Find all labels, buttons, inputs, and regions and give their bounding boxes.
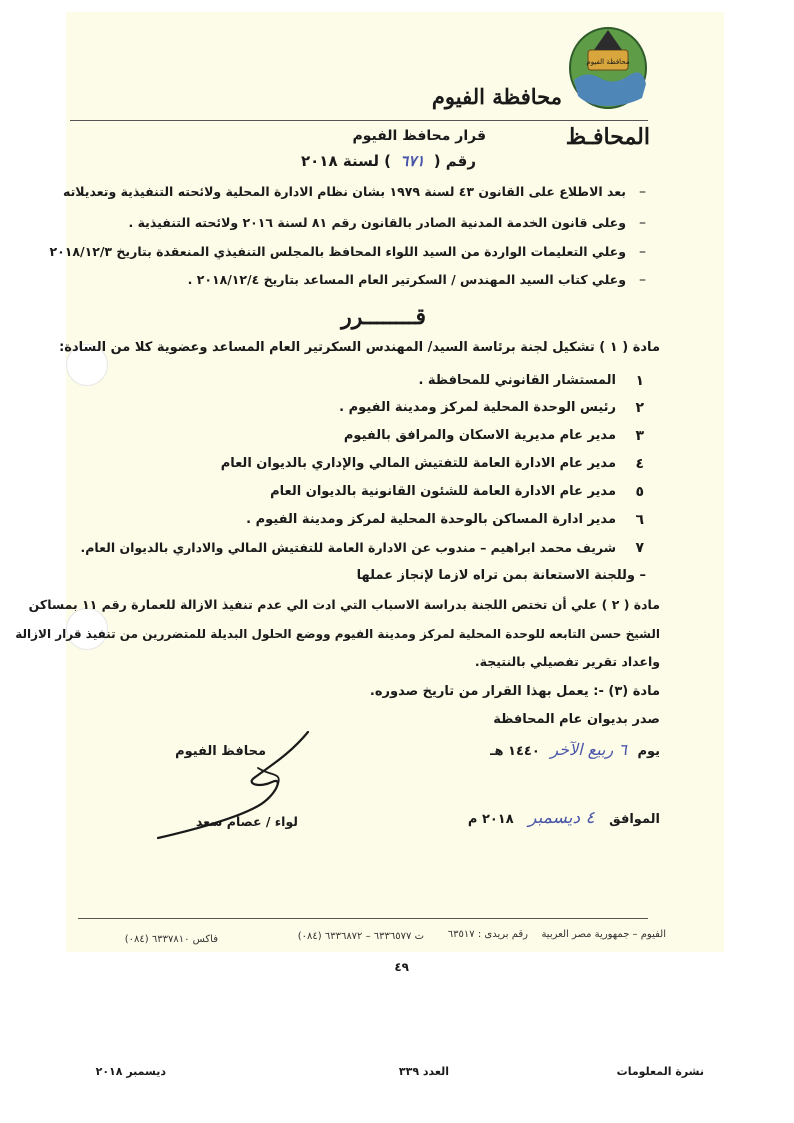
- governorate-name: محافظة الفيوم: [431, 84, 562, 109]
- preamble-line: وعلي التعليمات الواردة من السيد اللواء المحافظ بالمجلس التنفيذي المنعقدة بتاريخ ٢٠١٨/١٢/٣: [49, 244, 626, 259]
- article-2-line: واعداد تقرير تفصيلي بالنتيجة.: [474, 654, 660, 669]
- article-2-line: الشيخ حسن التابعه للوحدة المحلية لمركز ومدينة الفيوم ووضع الحلول البديلة للمتضررين من تنفيذ قرار الازالة: [15, 627, 660, 641]
- member-number: ١: [635, 373, 644, 389]
- preamble-line: بعد الاطلاع على القانون ٤٣ لسنة ١٩٧٩ بشان نظام الادارة المحلية ولائحته التنفيذية وتعديلاته: [63, 184, 626, 199]
- member-item: مدير عام الادارة العامة للتفتيش المالي والإداري بالديوان العام: [220, 456, 616, 471]
- assist-line: – وللجنة الاستعانة بمن تراه لازما لإنجاز عملها: [356, 568, 646, 583]
- footer-fax: فاكس ٦٣٣٧٨١٠ (٠٨٤): [124, 934, 218, 945]
- member-number: ٢: [635, 400, 644, 416]
- footer-divider: [78, 918, 648, 919]
- member-item: مدير عام الادارة العامة للشئون القانونية بالديوان العام: [270, 484, 616, 499]
- hijri-handwritten: ٦ ربيع الآخر: [550, 740, 627, 759]
- member-item: المستشار القانوني للمحافظة .: [418, 373, 616, 388]
- member-number: ٣: [635, 428, 644, 444]
- bulletin-issue: العدد ٣٣٩: [398, 1065, 449, 1078]
- governor-label: المحافـظ: [565, 124, 650, 150]
- hijri-date: [490, 740, 660, 759]
- governor-name: لواء / عصام سعد: [195, 814, 298, 829]
- member-item: مدير عام مديرية الاسكان والمرافق بالفيوم: [343, 428, 616, 443]
- bullet-dash: –: [639, 272, 646, 288]
- governor-title: محافظ الفيوم: [175, 744, 266, 759]
- bulletin-name: نشرة المعلومات: [616, 1065, 704, 1078]
- decision-number-suffix: ) لسنة ٢٠١٨: [301, 152, 392, 170]
- page-number: ٤٩: [394, 960, 409, 974]
- member-item: رئيس الوحدة المحلية لمركز ومدينة الفيوم .: [339, 400, 616, 415]
- gregorian-date: [468, 808, 660, 828]
- bullet-dash: –: [639, 184, 646, 200]
- bulletin-date: ديسمبر ٢٠١٨: [95, 1065, 166, 1078]
- decided-heading: قــــــــرر: [341, 304, 426, 330]
- signature: [150, 726, 320, 844]
- emblem-text: محافظة الفيوم: [586, 58, 630, 66]
- member-item: شريف محمد ابراهيم – مندوب عن الادارة العامة للتفتيش المالي والاداري بالديوان العام.: [80, 540, 616, 555]
- article-2-line: مادة ( ٢ ) علي أن تختص اللجنة بدراسة الاسباب التي ادت الي عدم تنفيذ الازالة للعمارة رقم ١١ بمساكن: [28, 597, 660, 612]
- decision-number-prefix: رقم (: [433, 152, 476, 170]
- decision-number-handwritten: ٦٧١: [400, 152, 425, 170]
- bullet-dash: –: [639, 244, 646, 260]
- footer-address: الفيوم – جمهورية مصر العربية: [541, 929, 666, 940]
- member-number: ٤: [635, 456, 644, 472]
- footer-phone: ت ٦٣٣٦٥٧٧ – ٦٣٣٦٨٧٢ (٠٨٤): [297, 931, 424, 942]
- issued-line: صدر بديوان عام المحافظة: [493, 712, 660, 727]
- member-number: ٧: [635, 540, 644, 556]
- header-divider: [70, 120, 648, 121]
- gregorian-prefix: الموافق: [609, 812, 660, 827]
- decision-number: [301, 152, 476, 170]
- preamble-line: وعلي كتاب السيد المهندس / السكرتير العام المساعد بتاريخ ٢٠١٨/١٢/٤ .: [187, 272, 626, 287]
- footer-postal: رقم بريدى : ٦٣٥١٧: [447, 929, 528, 940]
- decision-title: قرار محافظ الفيوم: [352, 128, 486, 144]
- bullet-dash: –: [639, 215, 646, 231]
- gregorian-handwritten: ٤ ديسمبر: [528, 808, 595, 828]
- member-number: ٦: [635, 512, 644, 528]
- hijri-year: ١٤٤٠ هـ: [490, 744, 540, 759]
- member-item: مدير ادارة المساكن بالوحدة المحلية لمركز ومدينة الفيوم .: [246, 512, 616, 527]
- article-3: مادة (٣) -: يعمل بهذا القرار من تاريخ صدوره.: [369, 684, 660, 699]
- article-1: مادة ( ١ ) تشكيل لجنة برئاسة السيد/ المهندس السكرتير العام المساعد وعضوية كلا من السادة:: [59, 340, 660, 355]
- governorate-emblem: [566, 20, 650, 112]
- hijri-prefix: يوم: [637, 744, 660, 759]
- preamble-line: وعلى قانون الخدمة المدنية الصادر بالقانون رقم ٨١ لسنة ٢٠١٦ ولائحته التنفيذية .: [128, 215, 626, 230]
- gregorian-year: ٢٠١٨ م: [467, 812, 514, 827]
- member-number: ٥: [635, 484, 644, 500]
